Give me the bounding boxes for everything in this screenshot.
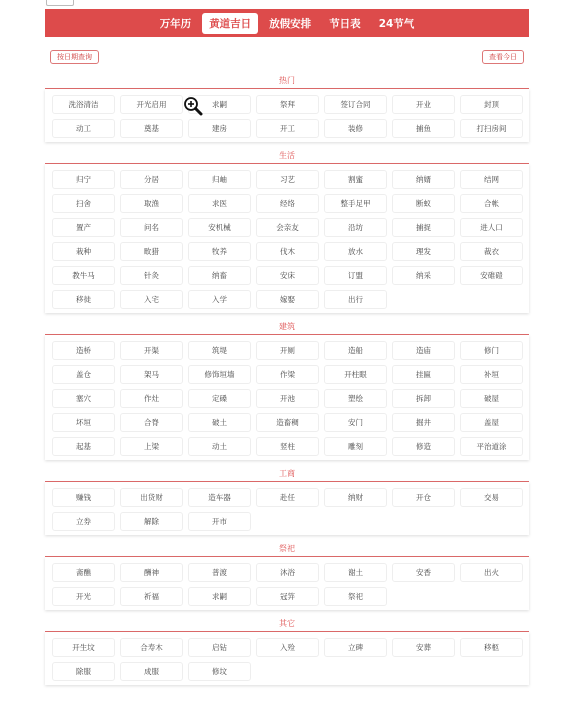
activity-item[interactable]: 上梁 [120,437,183,456]
activity-item[interactable]: 掘井 [392,413,455,432]
nav-tab-1[interactable]: 黄道吉日 [202,13,258,34]
activity-item[interactable]: 开生坟 [52,638,115,657]
activity-item[interactable]: 雕刻 [324,437,387,456]
activity-item[interactable]: 问名 [120,218,183,237]
activity-item[interactable]: 沿坊 [324,218,387,237]
activity-item[interactable]: 造畜稠 [256,413,319,432]
activity-item[interactable]: 交易 [460,488,523,507]
activity-item[interactable]: 祭祀 [324,587,387,606]
activity-item[interactable]: 合脊 [120,413,183,432]
activity-item[interactable]: 理发 [392,242,455,261]
activity-item[interactable]: 订盟 [324,266,387,285]
activity-item[interactable]: 归岫 [188,170,251,189]
activity-item[interactable]: 入殓 [256,638,319,657]
section-1 [45,150,529,313]
activity-item[interactable]: 合寿木 [120,638,183,657]
activity-item[interactable]: 起基 [52,437,115,456]
activity-item[interactable]: 破屋 [460,389,523,408]
activity-item[interactable]: 针灸 [120,266,183,285]
activity-item[interactable]: 封顶 [460,95,523,114]
section-card [45,632,529,685]
section-card [45,89,529,142]
activity-item[interactable]: 修坟 [188,662,251,681]
activity-item[interactable]: 筑堤 [188,341,251,360]
activity-item[interactable]: 入学 [188,290,251,309]
activity-item[interactable]: 造庙 [392,341,455,360]
activity-item[interactable]: 嫁娶 [256,290,319,309]
activity-item[interactable]: 移柩 [460,638,523,657]
activity-item[interactable]: 解除 [120,512,183,531]
activity-item[interactable]: 架马 [120,365,183,384]
activity-item[interactable]: 牧养 [188,242,251,261]
activity-item[interactable]: 造船 [324,341,387,360]
section-title: 工商 [279,469,295,478]
activity-item[interactable]: 赴任 [256,488,319,507]
query-by-date-button[interactable]: 按日期查询 [50,50,99,64]
activity-item[interactable]: 安门 [324,413,387,432]
activity-item[interactable]: 经络 [256,194,319,213]
activity-item[interactable]: 立碑 [324,638,387,657]
item-grid [52,488,522,531]
activity-item[interactable]: 求嗣 [188,587,251,606]
activity-item[interactable]: 祈福 [120,587,183,606]
section-5 [45,618,529,685]
section-3 [45,468,529,535]
activity-item[interactable]: 开市 [188,512,251,531]
query-bar [45,47,529,67]
activity-item[interactable]: 平治道涂 [460,437,523,456]
nav-tab-0[interactable]: 万年历 [159,17,192,30]
activity-item[interactable]: 开柱眼 [324,365,387,384]
activity-item[interactable]: 捕鱼 [392,119,455,138]
activity-item[interactable]: 签订合同 [324,95,387,114]
activity-item[interactable]: 安葬 [392,638,455,657]
activity-item[interactable]: 分居 [120,170,183,189]
activity-item[interactable]: 纳畜 [188,266,251,285]
activity-item[interactable]: 出火 [460,563,523,582]
activity-item[interactable]: 开仓 [392,488,455,507]
activity-item[interactable]: 斋醮 [52,563,115,582]
activity-item[interactable]: 装修 [324,119,387,138]
zoom-in-cursor-icon [183,96,203,116]
section-card [45,164,529,313]
activity-item[interactable]: 教牛马 [52,266,115,285]
activity-item[interactable]: 求医 [188,194,251,213]
activity-item[interactable]: 安碓磑 [460,266,523,285]
activity-item[interactable]: 定磉 [188,389,251,408]
activity-item[interactable]: 进人口 [460,218,523,237]
activity-item[interactable]: 纳采 [392,266,455,285]
item-grid [52,563,522,606]
activity-item[interactable]: 作梁 [256,365,319,384]
section-card [45,557,529,610]
activity-item[interactable]: 开光 [52,587,115,606]
item-grid [52,638,522,681]
activity-item[interactable]: 纳财 [324,488,387,507]
activity-item[interactable]: 整手足甲 [324,194,387,213]
activity-item[interactable]: 挂匾 [392,365,455,384]
activity-item[interactable]: 盖仓 [52,365,115,384]
activity-item[interactable]: 冠笄 [256,587,319,606]
section-title: 祭祀 [279,544,295,553]
top-strip [0,0,577,8]
activity-item[interactable]: 取渔 [120,194,183,213]
activity-item[interactable]: 启钻 [188,638,251,657]
item-grid [52,341,522,456]
activity-item[interactable]: 沐浴 [256,563,319,582]
activity-item[interactable]: 打扫房间 [460,119,523,138]
nav-tab-2[interactable]: 放假安排 [269,17,312,30]
activity-item[interactable]: 谢土 [324,563,387,582]
activity-item[interactable]: 安香 [392,563,455,582]
activity-item[interactable]: 扫舍 [52,194,115,213]
activity-item[interactable]: 竖柱 [256,437,319,456]
activity-item[interactable]: 破土 [188,413,251,432]
top-left-button[interactable] [46,0,74,6]
activity-item[interactable]: 放水 [324,242,387,261]
activity-item[interactable]: 建房 [188,119,251,138]
activity-item[interactable]: 求嗣 [188,95,251,114]
activity-item[interactable]: 祭拜 [256,95,319,114]
activity-item[interactable]: 塞穴 [52,389,115,408]
item-grid [52,170,522,309]
nav-tab-3[interactable]: 节日表 [329,17,361,30]
activity-item[interactable]: 除服 [52,662,115,681]
activity-item[interactable]: 赚钱 [52,488,115,507]
activity-item[interactable]: 伐木 [256,242,319,261]
activity-item[interactable]: 置产 [52,218,115,237]
activity-item[interactable]: 成服 [120,662,183,681]
section-0 [45,75,529,142]
activity-item[interactable]: 习艺 [256,170,319,189]
activity-item[interactable]: 出行 [324,290,387,309]
activity-item[interactable]: 裁衣 [460,242,523,261]
category-sections [45,75,529,685]
activity-item[interactable]: 动土 [188,437,251,456]
activity-item[interactable]: 修造 [392,437,455,456]
activity-item[interactable]: 补垣 [460,365,523,384]
section-title: 生活 [279,151,295,160]
view-today-button[interactable]: 查看今日 [482,50,524,64]
activity-item[interactable]: 纳婿 [392,170,455,189]
item-grid [52,95,522,138]
activity-item[interactable]: 开业 [392,95,455,114]
activity-item[interactable]: 安机械 [188,218,251,237]
activity-item[interactable]: 开池 [256,389,319,408]
activity-item[interactable]: 盖屋 [460,413,523,432]
section-card [45,335,529,460]
section-title: 建筑 [279,322,295,331]
section-2 [45,321,529,460]
activity-item[interactable]: 奠基 [120,119,183,138]
main-container [45,9,529,685]
activity-item[interactable]: 作灶 [120,389,183,408]
section-title: 其它 [279,619,295,628]
activity-item[interactable]: 坏垣 [52,413,115,432]
section-card [45,482,529,535]
activity-item[interactable]: 合帐 [460,194,523,213]
nav-tab-4[interactable]: 24节气 [378,17,415,30]
activity-item[interactable]: 开工 [256,119,319,138]
activity-item[interactable]: 开渠 [120,341,183,360]
activity-item[interactable]: 造桥 [52,341,115,360]
activity-item[interactable]: 塑绘 [324,389,387,408]
section-4 [45,543,529,610]
activity-item[interactable]: 结网 [460,170,523,189]
activity-item[interactable]: 造车器 [188,488,251,507]
activity-item[interactable]: 普渡 [188,563,251,582]
activity-item[interactable]: 会亲友 [256,218,319,237]
activity-item[interactable]: 修门 [460,341,523,360]
activity-item[interactable]: 安床 [256,266,319,285]
activity-item[interactable]: 割蜜 [324,170,387,189]
activity-item[interactable]: 移徙 [52,290,115,309]
activity-item[interactable]: 断蚁 [392,194,455,213]
activity-item[interactable]: 立券 [52,512,115,531]
activity-item[interactable]: 修饰垣墙 [188,365,251,384]
activity-item[interactable]: 开厕 [256,341,319,360]
activity-item[interactable]: 拆卸 [392,389,455,408]
activity-item[interactable]: 归宁 [52,170,115,189]
activity-item[interactable]: 出货财 [120,488,183,507]
activity-item[interactable]: 捕捉 [392,218,455,237]
activity-item[interactable]: 畋猎 [120,242,183,261]
activity-item[interactable]: 入宅 [120,290,183,309]
top-nav-bar [45,9,529,37]
activity-item[interactable]: 栽种 [52,242,115,261]
activity-item[interactable]: 酬神 [120,563,183,582]
activity-item[interactable]: 动工 [52,119,115,138]
activity-item[interactable]: 洗浴清洁 [52,95,115,114]
activity-item[interactable]: 开光启用 [120,95,183,114]
section-title: 热门 [279,76,295,85]
